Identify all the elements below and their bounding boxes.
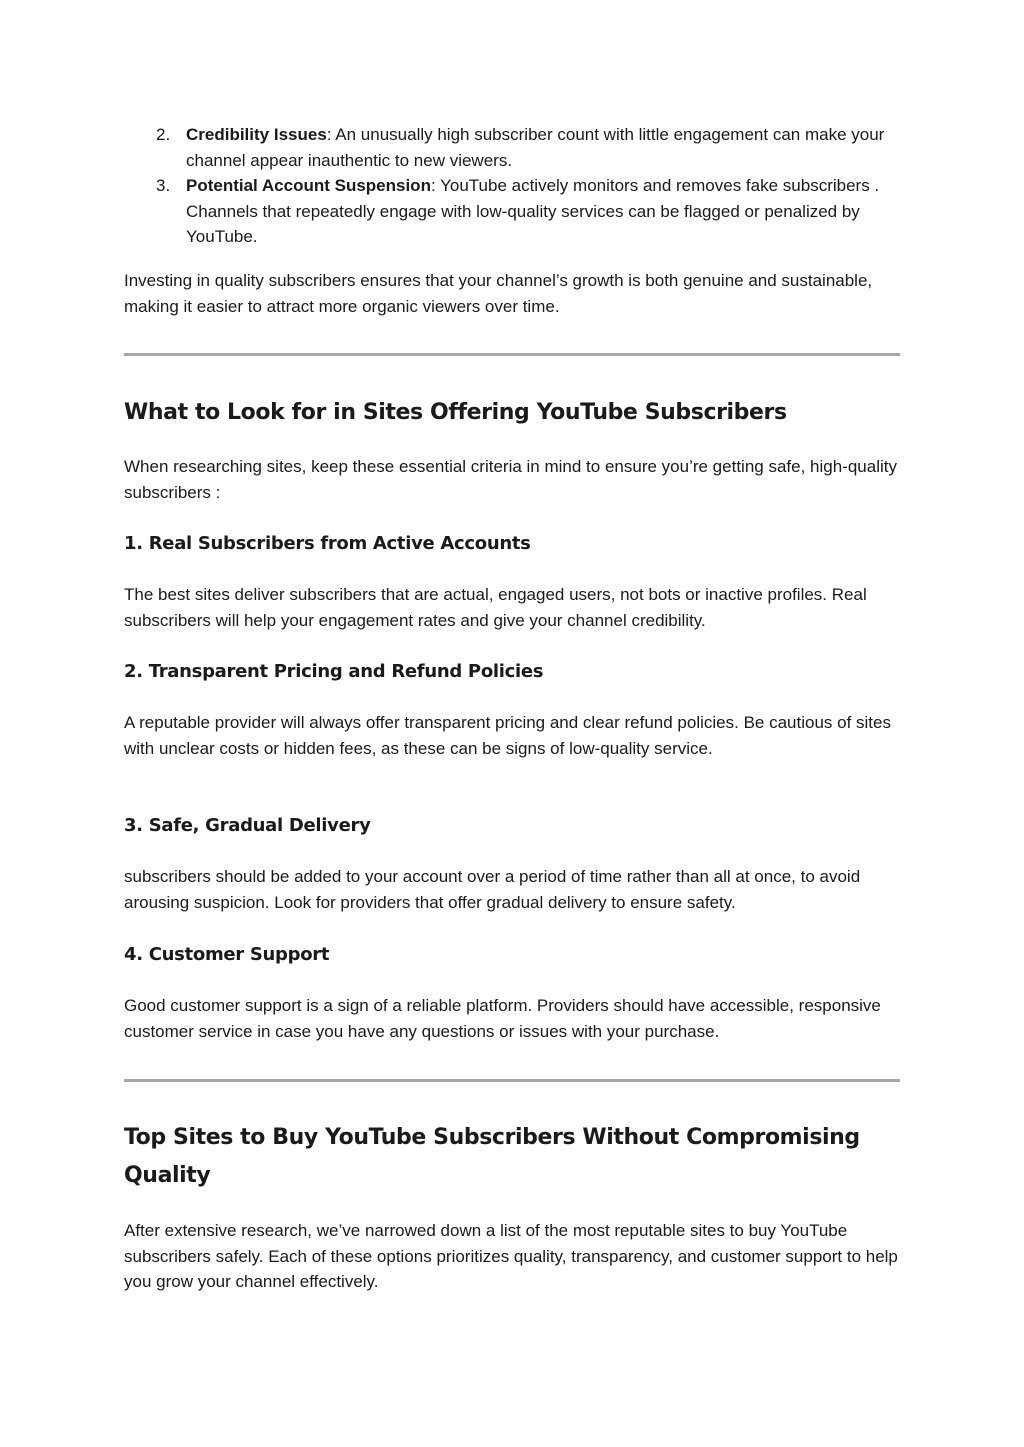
- section-intro: When researching sites, keep these essential criteria in mind to ensure you’re getting safe, high-quality subscribers :: [124, 457, 897, 502]
- list-item: [156, 173, 900, 250]
- section-intro: After extensive research, we’ve narrowed down a list of the most reputable sites to buy YouTube subscribers safely. Each of these options prioritizes quality, transparency, and customer support to help you grow your channel effectively.: [124, 1221, 898, 1291]
- criterion-text: subscribers should be added to your account over a period of time rather than all at once, to avoid arousing suspicion. Look for providers that offer gradual delivery to ensure safety.: [124, 867, 861, 912]
- section-heading: Top Sites to Buy YouTube Subscribers Without Compromising Quality: [124, 1125, 860, 1188]
- numbered-list: [156, 122, 900, 250]
- list-item-title: Credibility Issues: [186, 125, 327, 144]
- section-divider: [124, 353, 900, 356]
- list-item: [156, 122, 900, 173]
- criterion-text: A reputable provider will always offer transparent pricing and clear refund policies. Be cautious of sites with unclear costs or hidden fees, as these can be signs of low-quality service.: [124, 713, 891, 758]
- criterion-text: Good customer support is a sign of a reliable platform. Providers should have accessible, responsive customer service in case you have any questions or issues with your purchase.: [124, 996, 881, 1041]
- criterion-heading: 3. Safe, Gradual Delivery: [124, 815, 371, 836]
- intro-paragraph: Investing in quality subscribers ensures that your channel’s growth is both genuine and sustainable, making it easier to attract more organic viewers over time.: [124, 271, 873, 316]
- list-item-title: Potential Account Suspension: [186, 176, 431, 195]
- list-item-text: : An unusually high subscriber count with little engagement can make your channel appear inauthentic to new viewers.: [186, 125, 885, 170]
- section-divider: [124, 1079, 900, 1082]
- section-heading: What to Look for in Sites Offering YouTube Subscribers: [124, 400, 787, 425]
- list-number: 2.: [156, 125, 171, 144]
- criterion-heading: 1. Real Subscribers from Active Accounts: [124, 533, 531, 554]
- criterion-heading: 4. Customer Support: [124, 944, 330, 965]
- list-number: 3.: [156, 176, 171, 195]
- list-item-text: : YouTube actively monitors and removes fake subscribers . Channels that repeatedly engage with low-quality services can be flagged or penalized by YouTube.: [186, 176, 880, 246]
- criterion-heading: 2. Transparent Pricing and Refund Policies: [124, 661, 544, 682]
- criterion-text: The best sites deliver subscribers that are actual, engaged users, not bots or inactive profiles. Real subscribers will help your engagement rates and give your channel credibility.: [124, 585, 867, 630]
